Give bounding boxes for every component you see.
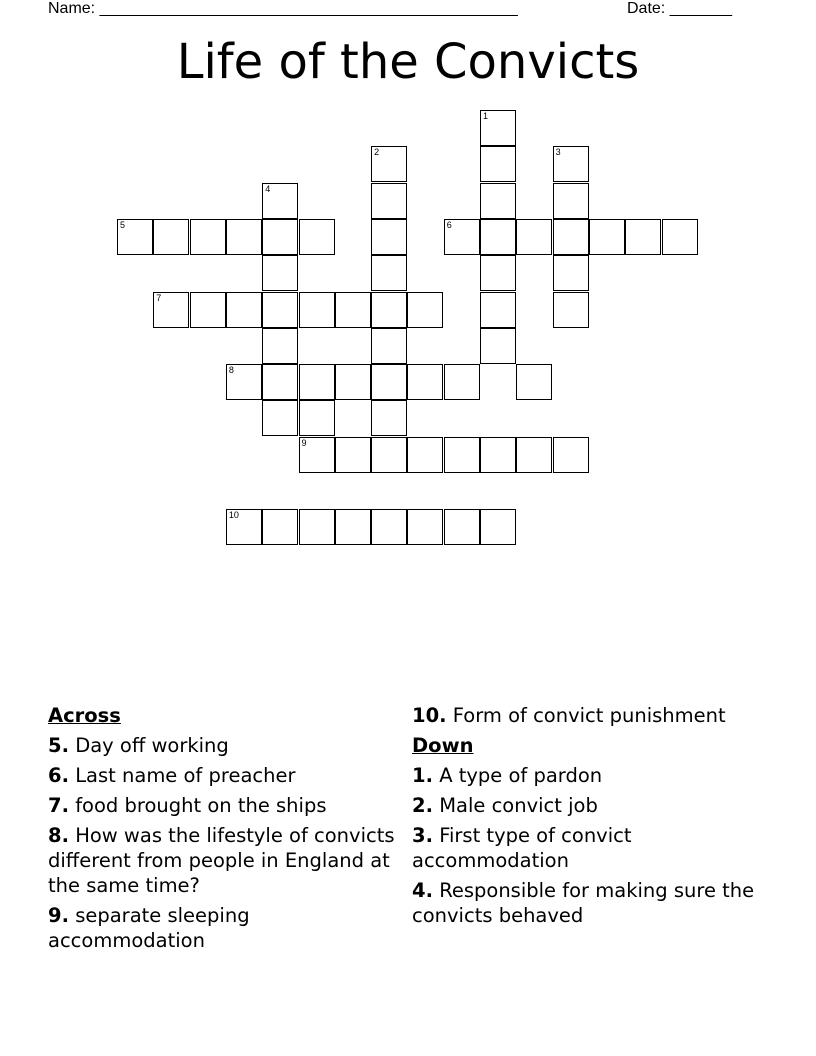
grid-cell[interactable] <box>480 183 516 219</box>
cell-number: 10 <box>228 510 239 521</box>
grid-cell[interactable] <box>480 219 516 255</box>
clues-left-column <box>48 703 404 958</box>
cell-number: 9 <box>301 437 307 448</box>
grid-cell[interactable] <box>407 292 443 328</box>
grid-cell[interactable] <box>299 509 335 545</box>
grid-cell[interactable] <box>335 437 371 473</box>
grid-cell[interactable] <box>335 364 371 400</box>
cell-number: 6 <box>446 219 452 230</box>
cell-number: 8 <box>228 365 234 376</box>
cell-number: 3 <box>555 147 561 158</box>
clue-text: How was the lifestyle of convicts different from people in England at the same time? <box>48 824 395 897</box>
grid-cell[interactable] <box>553 146 589 182</box>
grid-cell[interactable] <box>226 219 262 255</box>
cell-number: 4 <box>265 183 271 194</box>
clue-text: Day off working <box>75 734 229 757</box>
clue-number: 10. <box>412 704 447 727</box>
clue-number: 1. <box>412 764 433 787</box>
clue-text: Form of convict punishment <box>452 704 726 727</box>
clue-number: 6. <box>48 764 69 787</box>
across-clue-5 <box>48 733 404 758</box>
grid-cell[interactable] <box>153 292 189 328</box>
across-clue-7 <box>48 793 404 818</box>
cell-number: 2 <box>374 147 380 158</box>
grid-cell[interactable] <box>371 400 407 436</box>
grid-cell[interactable] <box>226 509 262 545</box>
down-clue-1 <box>412 763 768 788</box>
grid-cell[interactable] <box>299 219 335 255</box>
grid-cell[interactable] <box>190 219 226 255</box>
grid-cell[interactable] <box>516 219 552 255</box>
grid-cell[interactable] <box>662 219 698 255</box>
grid-cell[interactable] <box>480 328 516 364</box>
grid-cell[interactable] <box>480 110 516 146</box>
grid-cell[interactable] <box>444 219 480 255</box>
clue-number: 7. <box>48 794 69 817</box>
grid-cell[interactable] <box>516 364 552 400</box>
clue-number: 2. <box>412 794 433 817</box>
grid-cell[interactable] <box>335 509 371 545</box>
grid-cell[interactable] <box>299 400 335 436</box>
across-clue-6 <box>48 763 404 788</box>
down-clue-3 <box>412 823 768 873</box>
grid-cell[interactable] <box>226 364 262 400</box>
grid-cell[interactable] <box>480 437 516 473</box>
grid-cell[interactable] <box>553 183 589 219</box>
grid-cell[interactable] <box>262 364 298 400</box>
grid-cell[interactable] <box>262 219 298 255</box>
across-clue-9 <box>48 903 404 953</box>
grid-cell[interactable] <box>262 183 298 219</box>
grid-cell[interactable] <box>480 509 516 545</box>
grid-cell[interactable] <box>371 183 407 219</box>
down-clue-2 <box>412 793 768 818</box>
grid-cell[interactable] <box>480 292 516 328</box>
clue-text: food brought on the ships <box>75 794 327 817</box>
grid-cell[interactable] <box>516 437 552 473</box>
cell-number: 5 <box>120 219 126 230</box>
across-clue-10 <box>412 703 768 728</box>
clue-text: Responsible for making sure the convicts behaved <box>412 879 755 927</box>
grid-cell[interactable] <box>444 437 480 473</box>
grid-cell[interactable] <box>299 437 335 473</box>
grid-cell[interactable] <box>480 255 516 291</box>
down-heading: Down <box>412 734 474 757</box>
grid-cell[interactable] <box>299 364 335 400</box>
clue-number: 8. <box>48 824 69 847</box>
clue-text: Male convict job <box>439 794 598 817</box>
grid-cell[interactable] <box>117 219 153 255</box>
grid-cell[interactable] <box>371 328 407 364</box>
grid-cell[interactable] <box>371 509 407 545</box>
grid-cell[interactable] <box>262 400 298 436</box>
grid-cell[interactable] <box>262 509 298 545</box>
grid-cell[interactable] <box>407 437 443 473</box>
grid-cell[interactable] <box>444 364 480 400</box>
grid-cell[interactable] <box>226 292 262 328</box>
grid-cell[interactable] <box>335 292 371 328</box>
grid-cell[interactable] <box>262 255 298 291</box>
grid-cell[interactable] <box>371 146 407 182</box>
cell-number: 1 <box>483 111 489 121</box>
across-clue-8 <box>48 823 404 898</box>
grid-cell[interactable] <box>407 364 443 400</box>
page-title: Life of the Convicts <box>176 34 640 90</box>
clue-text: Last name of preacher <box>75 764 296 787</box>
name-field: Name: _______________________________________________ <box>48 0 518 17</box>
grid-cell[interactable] <box>553 219 589 255</box>
clue-number: 5. <box>48 734 69 757</box>
grid-cell[interactable] <box>371 219 407 255</box>
clue-text: First type of convict accommodation <box>412 824 632 872</box>
grid-cell[interactable] <box>262 328 298 364</box>
grid-cell[interactable] <box>371 364 407 400</box>
grid-cell[interactable] <box>407 509 443 545</box>
clue-number: 9. <box>48 904 69 927</box>
grid-cell[interactable] <box>371 292 407 328</box>
clue-number: 3. <box>412 824 433 847</box>
clues-right-column <box>412 703 768 933</box>
grid-cell[interactable] <box>153 219 189 255</box>
cell-number: 7 <box>156 292 162 303</box>
grid-cell[interactable] <box>553 437 589 473</box>
grid-cell[interactable] <box>444 509 480 545</box>
grid-cell[interactable] <box>262 292 298 328</box>
date-field: Date: _______ <box>627 0 732 17</box>
grid-cell[interactable] <box>553 292 589 328</box>
clue-number: 4. <box>412 879 433 902</box>
grid-cell[interactable] <box>553 255 589 291</box>
clue-text: A type of pardon <box>439 764 603 787</box>
clue-text: separate sleeping accommodation <box>48 904 250 952</box>
grid-cell[interactable] <box>371 437 407 473</box>
grid-cell[interactable] <box>190 292 226 328</box>
grid-cell[interactable] <box>625 219 661 255</box>
grid-cell[interactable] <box>299 292 335 328</box>
grid-cell[interactable] <box>371 255 407 291</box>
grid-cell[interactable] <box>480 146 516 182</box>
across-heading: Across <box>48 704 121 727</box>
down-clue-4 <box>412 878 768 928</box>
grid-cell[interactable] <box>589 219 625 255</box>
